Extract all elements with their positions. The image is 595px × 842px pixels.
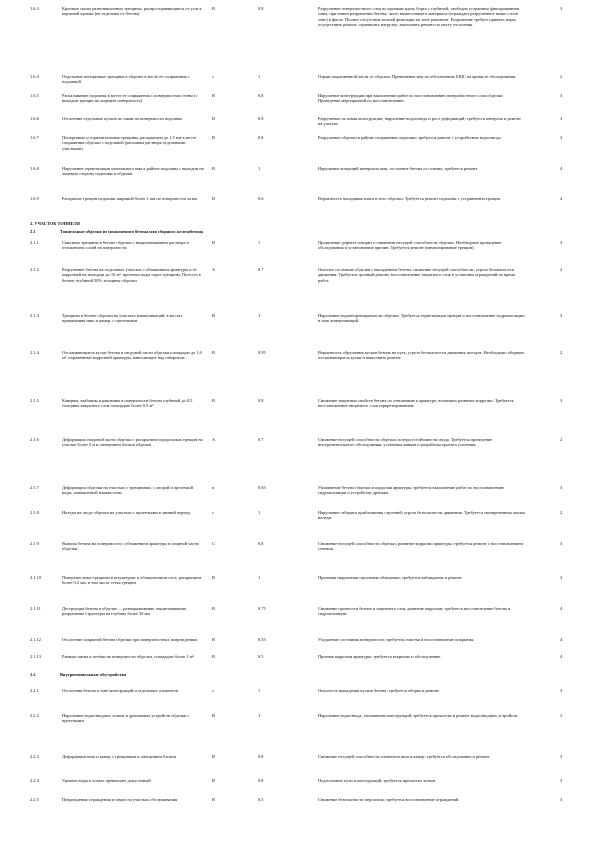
row-number: 2.1.6 xyxy=(30,437,39,442)
defect-coefficient: 1 xyxy=(258,166,261,171)
consequence-text: Разрушение по швам конструкции; нарушение водоотвода и рост деформаций; требуется контроль и ремонт на участке. xyxy=(318,116,521,127)
subsection-title: Тоннельные обделки из монолитного бетона или сборного железобетона xyxy=(60,229,204,234)
row-number: 2.2.3 xyxy=(30,754,39,759)
defect-description: Отдельные поперечные трещины в обделке в месте ее сопряжения с подошвой xyxy=(62,74,190,85)
defect-description: Поверхностные трещины в штукатурке и облицовочном слое, раскрытием более 0,2 мм, в том числе сетка трещин xyxy=(62,575,202,586)
defect-coefficient: 0.95 xyxy=(258,350,266,355)
row-number: 1.6.5 xyxy=(30,93,39,98)
defect-category: В xyxy=(212,778,215,783)
defect-coefficient: 0.5 xyxy=(258,654,264,659)
severity-level: 3 xyxy=(560,116,563,121)
consequence-text: Опасное состояние обделки с выпадением бетона, снижение несущей способности, угроза безопасности движения. Требуется срочный ремонт, восстановление защитного слоя и установка ограждений на время работ. xyxy=(318,267,515,283)
consequence-text: Увлажнение бетона обделки и коррозия арматуры; требуется выполнение работ по восстановлению гидроизоляции и устройству дренажа. xyxy=(318,485,505,496)
row-number: 1.6.8 xyxy=(30,166,39,171)
row-number: 2.1.3 xyxy=(30,313,39,318)
row-number: 2.1.13 xyxy=(30,654,41,659)
defect-category: В xyxy=(212,313,215,318)
defect-description: Каверны, выбоины и раковины в поверхности бетона глубиной до 0,5 толщины защитного слоя площадью более 0,5 м² xyxy=(62,398,193,409)
severity-level: 3 xyxy=(560,575,563,580)
row-number: 2.1.5 xyxy=(30,398,39,403)
row-number: 2.2.2 xyxy=(30,713,39,718)
defect-category: А xyxy=(212,267,216,272)
defect-description: Ржавые пятна и потёки на поверхности обделки, площадью более 1 м² xyxy=(62,654,194,659)
severity-level: 3 xyxy=(560,778,563,783)
defect-category: В xyxy=(212,606,215,611)
severity-level: 4 xyxy=(560,637,563,642)
defect-description: Повреждения ограждения и перил на участках обслуживания xyxy=(62,797,178,802)
defect-description: Раскрытие трещин подошвы шириной более 1 мм по поверхности лотка xyxy=(62,196,198,201)
consequence-text: Подтопление пути и конструкций; требуется прочистка лотков. xyxy=(318,778,437,783)
row-number: 2.2 xyxy=(30,672,36,677)
defect-category: В xyxy=(212,637,215,642)
consequence-text: Признаки нарушения сцепления облицовки; требуется наблюдение и ремонт. xyxy=(318,575,463,580)
row-number: 2.2.5 xyxy=(30,797,39,802)
defect-coefficient: 0.65 xyxy=(258,485,266,490)
defect-coefficient: 0.7 xyxy=(258,437,264,442)
defect-coefficient: 0.75 xyxy=(258,606,266,611)
severity-level: 3 xyxy=(560,541,563,546)
severity-level: 3 xyxy=(560,797,563,802)
defect-coefficient: 0.8 xyxy=(258,778,264,783)
severity-level: 2 xyxy=(560,350,563,355)
severity-level: 2 xyxy=(560,74,563,79)
consequence-text: Снижение прочности бетона и защитного слоя, развитие коррозии; требуется восстановление бетона и гидроизоляции. xyxy=(318,606,511,617)
defect-category: В xyxy=(212,116,215,121)
consequence-text: Признак коррозии арматуры; требуется вскрытие и обследование. xyxy=(318,654,442,659)
defect-description: Разрушение бетона на отдельных участках с обнажением арматуры и её коррозией на площади до 10 м²; протечки воды через трещины. Полость в бетоне глубиной 50% толщины обделки xyxy=(62,267,201,283)
consequence-text: Разрушение обделки в районе сопряжения подошвы; требуется ремонт с устройством водоотвода. xyxy=(318,135,502,140)
severity-level: 4 xyxy=(560,654,563,659)
defect-description: Отслаивающиеся куски бетона в сводовой части обделки площадью до 1,0 м², поражённые коррозией арматуры, нависающие над габаритом xyxy=(62,350,202,361)
severity-level: 4 xyxy=(560,606,563,611)
subsection-title: Внутритоннельные обустройства xyxy=(60,672,127,677)
defect-description: Наледи на своде обделки на участках с протечками в зимний период xyxy=(62,510,191,515)
row-number: 1.6.6 xyxy=(30,116,39,121)
defect-coefficient: 0.8 xyxy=(258,135,264,140)
row-number: 2.1.1 xyxy=(30,240,39,245)
severity-level: 4 xyxy=(560,166,563,171)
defect-description: Крупные сколы разнонаклонных трещины, распространяющиеся от узла к корзиной кромке (не отделены от бетона) xyxy=(62,6,202,17)
consequence-text: Снижение несущей способности обделки, развитие коррозии арматуры; требуется ремонт с восстановлением сечения. xyxy=(318,541,524,552)
defect-category: В xyxy=(212,713,215,718)
defect-description: Отслоение покрытий бетона обделки при поверхностных повреждениях xyxy=(62,637,198,642)
defect-category: с xyxy=(212,510,214,515)
defect-coefficient: 0.8 xyxy=(258,116,264,121)
defect-coefficient: 1 xyxy=(258,240,261,245)
defect-coefficient: 0.55 xyxy=(258,637,266,642)
row-number: 1.6.3 xyxy=(30,6,39,11)
defect-category: В xyxy=(212,575,215,580)
consequence-text: Снижение безопасности персонала; требуется восстановление ограждений. xyxy=(318,797,460,802)
severity-level: 3 xyxy=(560,240,563,245)
consequence-text: Отрыв подошвенной части от обделки. Применение мер по обеспечению БЩС на время ее обследования. xyxy=(318,74,517,79)
consequence-text: Опасность выпадения кусков бетона; требуется оборка и ремонт. xyxy=(318,688,440,693)
defect-category: в xyxy=(212,485,215,490)
defect-description: Деформации ниш и камер с трещинами и смещением блоков xyxy=(62,754,176,759)
defect-coefficient: 0.8 xyxy=(258,398,264,403)
severity-level: 3 xyxy=(560,485,563,490)
defect-coefficient: 1 xyxy=(258,575,261,580)
row-number: 2.1.9 xyxy=(30,541,39,546)
consequence-text: Ухудшение состояния поверхности; требуется очистка и восстановление покрытия. xyxy=(318,637,475,642)
defect-description: Деструкция бетона в обделке — размораживание, выщелачивание, разрушение структуры на глубину более 30 мм xyxy=(62,606,188,617)
defect-coefficient: 0.7 xyxy=(258,267,264,272)
defect-coefficient: 1 xyxy=(258,510,261,515)
defect-category: В xyxy=(212,398,215,403)
severity-level: 2 xyxy=(560,437,563,442)
defect-category: В xyxy=(212,654,215,659)
defect-description: Отслоения бетона в зоне конструкций и отдельных элементов xyxy=(62,688,178,693)
row-number: 2.2.1 xyxy=(30,688,39,693)
defect-coefficient: 0.5 xyxy=(258,797,264,802)
defect-coefficient: 0.8 xyxy=(258,754,264,759)
section-title: 2. УЧАСТОК ТОННЕЛЯ xyxy=(30,221,80,226)
defect-category: В xyxy=(212,166,215,171)
defect-coefficient: 1 xyxy=(258,313,261,318)
row-number: 2.1.8 xyxy=(30,510,39,515)
consequence-text: Вероятность обрушения кусков бетона на путь, угроза безопасности движения поездов. Необходимо оборвать отслаивающиеся куски и выполнить ремонт. xyxy=(318,350,525,361)
row-number: 2.1 xyxy=(30,229,36,234)
defect-description: Нарушение герметизации монтажного шва в районе подошвы с выходом на лицевую сторону подошвы и обделки xyxy=(62,166,204,177)
severity-level: 3 xyxy=(560,688,563,693)
defect-category: В xyxy=(212,93,215,98)
row-number: 1.6.9 xyxy=(30,196,39,201)
defect-category: А xyxy=(212,437,216,442)
consequence-text: Нарушение водонепроницаемости обделки. Требуется герметизация трещин и восстановление гидроизоляции в зоне коммуникаций. xyxy=(318,313,525,324)
severity-level: 3 xyxy=(560,313,563,318)
defect-coefficient: 0.8 xyxy=(258,93,264,98)
defect-category: В xyxy=(212,135,215,140)
defect-category: В xyxy=(212,240,215,245)
defect-coefficient: 0.8 xyxy=(258,541,264,546)
consequence-text: Нарушение водоотвода, увлажнение конструкций; требуется прочистка и ремонт водоотводных устройств. xyxy=(318,713,519,718)
row-number: 2.1.7 xyxy=(30,485,39,490)
row-number: 2.1.10 xyxy=(30,575,41,580)
severity-level: 3 xyxy=(560,135,563,140)
defect-coefficient: 0.6 xyxy=(258,196,264,201)
severity-level: 2 xyxy=(560,713,563,718)
defect-category: В xyxy=(212,797,215,802)
defect-coefficient: 0.8 xyxy=(258,6,264,11)
consequence-text: Снижение защитных свойств бетона по отношению к арматуре; возможно развитие коррозии. Требуется восстановление защитного слоя торкретированием. xyxy=(318,398,514,409)
defect-coefficient: 1 xyxy=(258,74,261,79)
row-number: 2.2.4 xyxy=(30,778,39,783)
severity-level: 2 xyxy=(560,510,563,515)
defect-category: с xyxy=(212,688,214,693)
severity-level: 4 xyxy=(560,196,563,201)
severity-level: 3 xyxy=(560,6,563,11)
row-number: 1.6.7 xyxy=(30,135,39,140)
defect-description: Трещины в бетоне обделки на участках коммуникаций, в местах примыкания ниш и камер, с протечками xyxy=(62,313,183,324)
consequence-text: Снижение несущей способности элементов ниш и камер; требуется обследование и ремонт. xyxy=(318,754,491,759)
defect-coefficient: 1 xyxy=(258,713,261,718)
row-number: 2.1.12 xyxy=(30,637,41,642)
defect-description: Деформации обделки на участках с трещинами, с опорой и протечкой воды, повышенной влажностью xyxy=(62,485,193,496)
severity-level: 3 xyxy=(560,754,563,759)
row-number: 2.1.2 xyxy=(30,267,39,272)
severity-level: 3 xyxy=(560,93,563,98)
defect-description: Деформация сводовой части обделки с раскрытием продольных трещин на участке более 5 м и смещением блоков обделки xyxy=(62,437,203,448)
consequence-text: Нарушение кондиций материала шва, отслоение бетона от основы; требуется ремонт. xyxy=(318,166,478,171)
defect-description: Раскалывание подошвы в месте ее сопряжения с поверхностью стены (с выходом трещин на лицевую поверхность) xyxy=(62,93,198,104)
defect-description: Нарушение водоотводных лотков и дренажных устройств обделки с протечками xyxy=(62,713,190,724)
consequence-text: Нарушение конструкции при выполнении работ по восстановлению поверхностного слоя обделки. Проведение мероприятий по восстановлению. xyxy=(318,93,504,104)
row-number: 1.6.4 xyxy=(30,74,39,79)
defect-category: с xyxy=(212,74,214,79)
defect-category: С xyxy=(212,541,215,546)
row-number: 2.1.11 xyxy=(30,606,41,611)
consequence-text: Проявление дефекта говорит о снижении несущей способности обделки. Необходимо проведение обследования и установление причин. Требуется ремонт (инъектирование трещин). xyxy=(318,240,502,251)
consequence-text: Вероятность попадания влаги в тело обделки. Требуется ремонт подошвы с устранением трещин. xyxy=(318,196,501,201)
defect-description: Уровень воды в лотках превышает допустимый xyxy=(62,778,151,783)
defect-description: Поперечные и горизонтальные трещины, раскрытием до 1,5 мм в месте сопряжения обделки с подошвой (расшивка раствора отдельными участками) xyxy=(62,135,197,151)
defect-description: Вывалы бетона на поверхности с обнажением арматуры в опорной части обделки xyxy=(62,541,199,552)
row-number: 2.1.4 xyxy=(30,350,39,355)
severity-level: 2 xyxy=(560,267,563,272)
defect-coefficient: 1 xyxy=(258,688,261,693)
consequence-text: Разрушение поверхностного слоя по кромкам вдоль борта с глубиной; свободно устранимо фиксированием зоны, при новом разрушении бетона; часть вышестоящего материала (ограждает разрушенное выше слоев зоне) в фасах. Полное отсутствие полной фиксации по зоне ремонтов. Разрушение требует принять меры, осуществить ремонт, ограничить нагрузку; выполнить ремонт по месту отслоения. xyxy=(318,6,520,28)
defect-category: В xyxy=(212,754,215,759)
defect-description: Сквозные трещины в бетоне обделки с выщелачиванием раствора и отложением солей на поверхности xyxy=(62,240,189,251)
defect-category: В xyxy=(212,350,215,355)
defect-category: В xyxy=(212,6,215,11)
consequence-text: Нарушение габарита приближения строений; угроза безопасности движения. Требуется своевременная околка наледи. xyxy=(318,510,526,521)
consequence-text: Снижение несущей способности обделки; потеря устойчивости свода. Требуется проведение инструментального обследования, установка маяков и разработка проекта усиления. xyxy=(318,437,493,448)
defect-category: В xyxy=(212,196,215,201)
severity-level: 3 xyxy=(560,398,563,403)
defect-description: Отслоение отдельных кусков по швам на поверхности подошвы xyxy=(62,116,183,121)
